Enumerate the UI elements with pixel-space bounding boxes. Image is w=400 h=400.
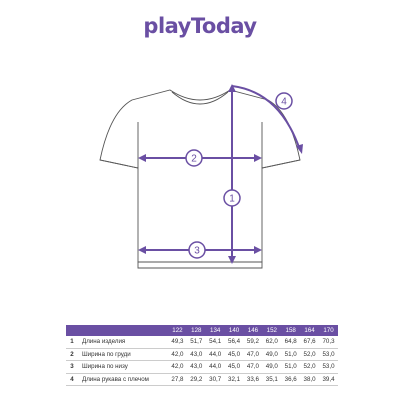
row-number: 3	[70, 363, 74, 371]
cell: 44,0	[209, 350, 222, 358]
size-134: 134	[206, 325, 225, 336]
cell: 45,0	[228, 350, 241, 358]
svg-text:2: 2	[191, 153, 197, 165]
cell: 30,7	[209, 375, 222, 383]
cell: 29,2	[190, 375, 203, 383]
cell: 39,4	[322, 375, 335, 383]
size-164: 164	[300, 325, 319, 336]
cell: 47,0	[246, 363, 259, 371]
size-header-row	[66, 325, 338, 336]
marker-1	[224, 190, 240, 206]
svg-text:3: 3	[194, 245, 200, 257]
svg-text:4: 4	[281, 96, 287, 108]
size-158: 158	[281, 325, 300, 336]
marker-2	[186, 150, 202, 166]
cell: 49,0	[265, 363, 278, 371]
cell: 38,0	[303, 375, 316, 383]
row-number: 4	[70, 375, 74, 383]
cell: 53,0	[322, 363, 335, 371]
marker-3	[189, 242, 205, 258]
table-row	[66, 348, 338, 361]
table-row	[66, 336, 338, 348]
cell: 43,0	[190, 363, 203, 371]
cell: 51,0	[284, 350, 297, 358]
cell: 47,0	[246, 350, 259, 358]
cell: 36,6	[284, 375, 297, 383]
cell: 52,0	[303, 350, 316, 358]
cell: 59,2	[246, 338, 259, 346]
cell: 67,6	[303, 338, 316, 346]
cell: 56,4	[228, 338, 241, 346]
size-header-blank	[66, 325, 168, 336]
size-table	[66, 325, 338, 386]
cell: 27,8	[171, 375, 184, 383]
cell: 44,0	[209, 363, 222, 371]
tshirt-outline	[100, 90, 300, 268]
table-row	[66, 361, 338, 374]
measurement-lines	[140, 86, 300, 262]
size-128: 128	[187, 325, 206, 336]
cell: 52,0	[303, 363, 316, 371]
cell: 64,8	[284, 338, 297, 346]
cell: 70,3	[322, 338, 335, 346]
size-152: 152	[262, 325, 281, 336]
cell: 43,0	[190, 350, 203, 358]
table-row	[66, 373, 338, 386]
size-170: 170	[319, 325, 338, 336]
cell: 49,0	[265, 350, 278, 358]
cell: 62,0	[265, 338, 278, 346]
row-label: Длина изделия	[82, 338, 126, 346]
brand-logo: playToday	[143, 14, 257, 38]
cell: 53,0	[322, 350, 335, 358]
row-number: 1	[70, 338, 74, 346]
cell: 33,6	[246, 375, 259, 383]
size-122: 122	[168, 325, 187, 336]
marker-4	[276, 93, 292, 109]
cell: 35,1	[265, 375, 278, 383]
cell: 45,0	[228, 363, 241, 371]
cell: 51,7	[190, 338, 203, 346]
row-label: Ширина по груди	[82, 350, 131, 358]
size-140: 140	[225, 325, 244, 336]
cell: 32,1	[228, 375, 241, 383]
cell: 51,0	[284, 363, 297, 371]
row-number: 2	[70, 350, 74, 358]
size-146: 146	[244, 325, 263, 336]
cell: 49,3	[171, 338, 184, 346]
cell: 42,0	[171, 350, 184, 358]
row-label: Длина рукава с плечом	[82, 375, 149, 383]
svg-text:1: 1	[229, 193, 235, 205]
cell: 54,1	[209, 338, 222, 346]
row-label: Ширина по низу	[82, 363, 128, 371]
cell: 42,0	[171, 363, 184, 371]
